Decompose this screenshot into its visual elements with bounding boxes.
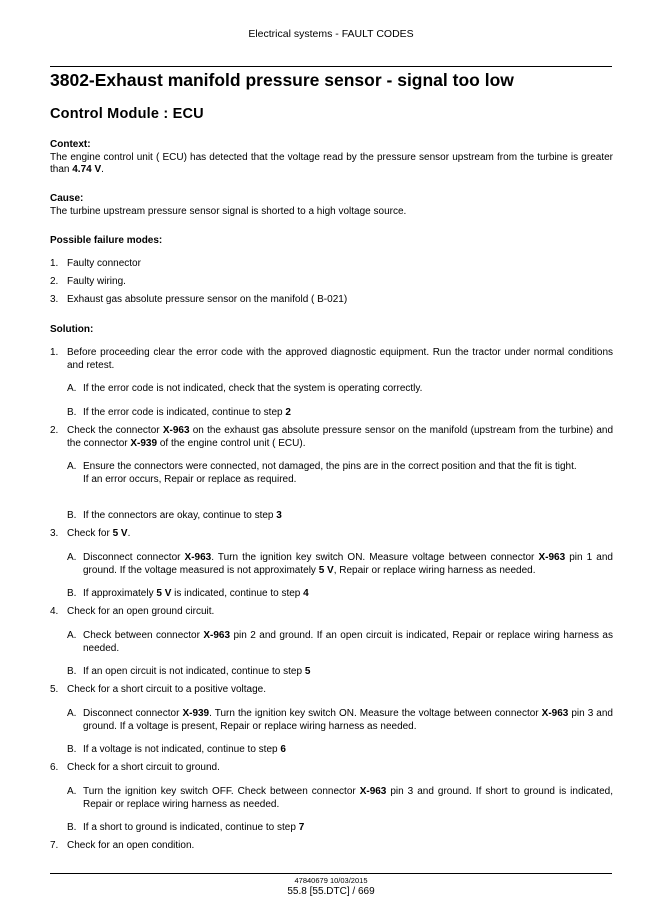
footer-doc-ref: 47840679 10/03/2015 <box>294 876 368 885</box>
running-header: Electrical systems - FAULT CODES <box>248 28 414 40</box>
footer-rule <box>50 873 612 874</box>
context-text: The engine control unit ( ECU) has detected that the voltage read by the pressure sensor upstream from the turbine is greater than 4.74 V. <box>50 151 613 175</box>
control-module-heading: Control Module : ECU <box>50 106 204 122</box>
solution-label: Solution: <box>50 324 94 335</box>
page-title: 3802-Exhaust manifold pressure sensor - signal too low <box>50 70 514 90</box>
document-page: Electrical systems - FAULT CODES 3802-Exhaust manifold pressure sensor - signal too low Control Module : ECU Context: The engine control unit ( ECU) has detected that the voltage read by the pressure sensor upstream from the turbine is greater than 4.74 V. Cause: The turbine upstream pressure sensor signal is shorted to a high voltage source. Possible failure modes: 1. Faulty connector 2. Faulty wiring. 3. Exhaust gas absolute pressure sensor on the manifold ( B-021) Solution: 1. Before proceeding clear the error code with the approved diagnostic equipment. Run the tractor under normal conditions and retest. A. If the error code is not indicated, check that the system is operating correctly. B. If the error code is indicated, continue to step 2 2. Check the connector X-963 on the exhaust gas absolute pressure sensor on the manifold (upstream from the turbine) and the connector X-939 of the engine control unit ( ECU). A. Ensure the connectors were connected, not damaged, the pins are in the correct position and that the fit is tight. If an error occurs, Repair or replace as required. B. If the connectors are okay, continue to step 3 3. Check for 5 V. A. Disconnect connector X-963. Turn the ignition key switch ON. Measure voltage between connector X-963 pin 1 and ground. If the voltage measured is not approximately 5 V, Repair or replace wiring harness as needed. B. If approximately 5 V is indicated, continue to step 4 4. Check for an open ground circuit. A. Check between connector X-963 pin 2 and ground. If an open circuit is indicated, Repair or replace wiring harness as needed. B. If an open circuit is not indicated, continue to step 5 5. Check for a short circuit to a positive voltage. A. Disconnect connector X-939. Turn the ignition key switch ON. Measure the voltage between connector X-963 pin 3 and ground. If a voltage is present, Repair or replace wiring harness as needed. B. If a voltage is not indicated, continue to step 6 6. Check for a short circuit to ground. A. Turn the ignition key switch OFF. Check between connector X-963 pin 3 and ground. If short to ground is indicated, Repair or replace wiring harness as needed. B. If a short to ground is indicated, continue to step 7 7. Check for an open condition. 47840679 10/03/2015 55.8 [55.DTC] / 669 <box>0 0 645 920</box>
cause-label: Cause: <box>50 193 84 204</box>
failure-modes-label: Possible failure modes: <box>50 235 163 246</box>
header-rule <box>50 66 612 67</box>
cause-text: The turbine upstream pressure sensor signal is shorted to a high voltage source. <box>50 205 407 217</box>
context-label: Context: <box>50 139 91 150</box>
footer-page-number: 55.8 [55.DTC] / 669 <box>287 886 375 897</box>
context-section <box>50 139 613 177</box>
cause-section <box>50 193 613 218</box>
